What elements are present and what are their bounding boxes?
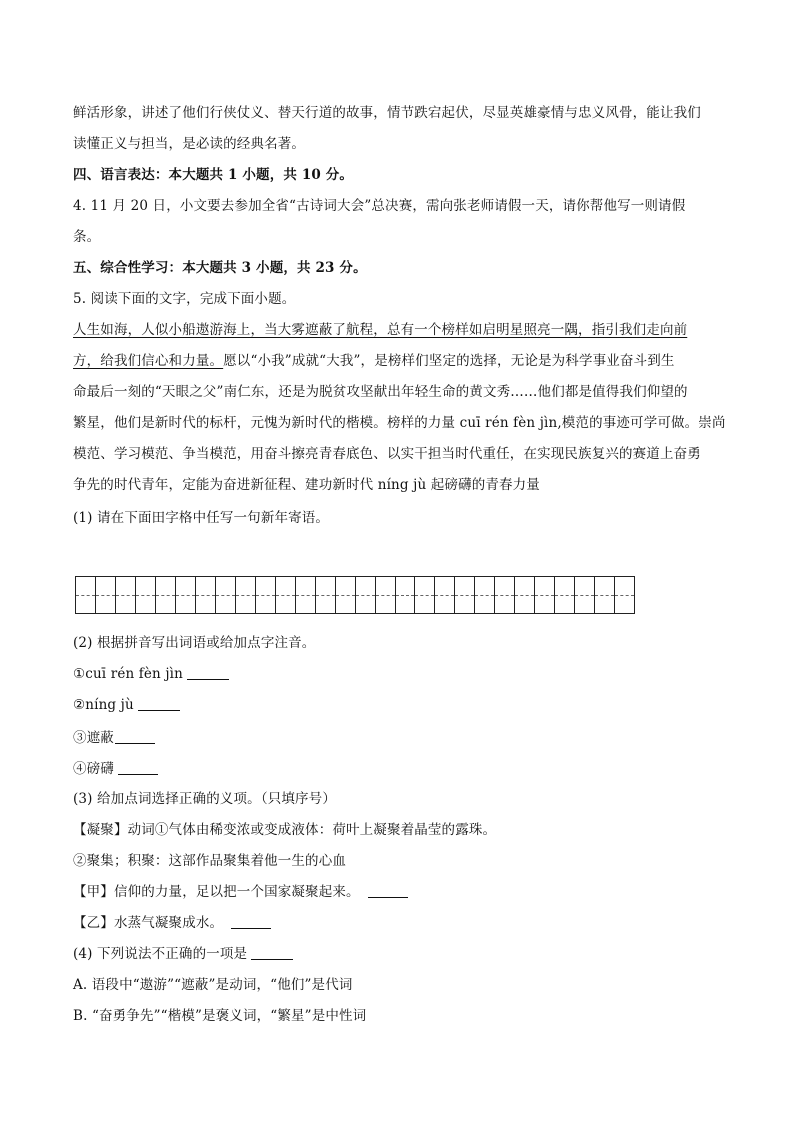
grid-cell[interactable] — [415, 577, 435, 613]
grid-cell[interactable] — [356, 577, 376, 613]
item-2 — [73, 696, 723, 714]
definition-line: ②聚集；积聚：这部作品聚集着他一生的心血 — [73, 853, 346, 869]
passage-text: 愿以“小我”成就“大我”，是榜样们坚定的选择，无论是为科学事业奋斗到生 — [223, 353, 675, 369]
option-a: A. 语段中“遨游”“遮蔽”是动词，“他们”是代词 — [73, 977, 353, 993]
passage-line: 繁星，他们是新时代的标杆，元愧为新时代的楷模。榜样的力量 cuī rén fèn jìn,模范的事迹可学可做。崇尚 — [73, 415, 726, 431]
grid-cell[interactable] — [296, 577, 316, 613]
answer-blank[interactable] — [368, 883, 408, 898]
grid-cell[interactable] — [615, 577, 634, 613]
subquestion-1: (1) 请在下面田字格中任写一句新年寄语。 — [73, 510, 330, 526]
question-4: 4. 11 月 20 日，小文要去参加全省“古诗词大会”总决赛，需向张老师请假一天，请你帮他写一则请假 — [73, 198, 686, 214]
grid-cell[interactable] — [435, 577, 455, 613]
grid-cell[interactable] — [136, 577, 156, 613]
item-3-label: ③遮蔽 — [73, 730, 114, 746]
sentence-yi-text: 【乙】水蒸气凝聚成水。 — [73, 915, 224, 931]
passage-underlined: 人生如海，人似小船遨游海上，当大雾遮蔽了航程，总有一个榜样如启明星照亮一隅，指引我们走向前 — [73, 322, 688, 338]
grid-cell[interactable] — [316, 577, 336, 613]
grid-cell[interactable] — [376, 577, 396, 613]
sentence-jia — [73, 883, 723, 901]
answer-blank[interactable] — [118, 760, 158, 775]
grid-cell[interactable] — [575, 577, 595, 613]
grid-cell[interactable] — [475, 577, 495, 613]
grid-cell[interactable] — [515, 577, 535, 613]
grid-cell[interactable] — [176, 577, 196, 613]
passage-line: 模范、学习模范、争当模范，用奋斗擦亮青春底色、以实干担当时代重任，在实现民族复兴的赛道上奋勇 — [73, 446, 701, 462]
grid-cell[interactable] — [156, 577, 176, 613]
passage-underlined-end: 方，给我们信心和力量。 — [73, 353, 224, 369]
grid-cell[interactable] — [256, 577, 276, 613]
answer-blank[interactable] — [115, 729, 155, 744]
grid-cell[interactable] — [555, 577, 575, 613]
passage-line — [73, 352, 723, 370]
passage-line: 争先的时代青年，定能为奋进新征程、建功新时代 níng jù 起磅礴的青春力量 — [73, 477, 540, 493]
text-line: 读懂正义与担当，是必读的经典名著。 — [73, 136, 306, 152]
definition-line: 【凝聚】动词①气体由稀变浓或变成液体：荷叶上凝聚着晶莹的露珠。 — [73, 822, 497, 838]
item-3 — [73, 729, 723, 747]
answer-blank[interactable] — [251, 945, 293, 960]
item-1-label: ①cuī rén fèn jìn — [73, 666, 183, 682]
grid-cell[interactable] — [336, 577, 356, 613]
item-4-label: ④磅礴 — [73, 761, 114, 777]
grid-cell[interactable] — [216, 577, 236, 613]
subquestion-4-text: (4) 下列说法不正确的一项是 — [73, 946, 248, 962]
grid-cell[interactable] — [396, 577, 416, 613]
subquestion-4 — [73, 945, 723, 963]
grid-cell[interactable] — [535, 577, 555, 613]
grid-cell[interactable] — [196, 577, 216, 613]
grid-cell[interactable] — [276, 577, 296, 613]
text-line: 鲜活形象，讲述了他们行侠仗义、替天行道的故事，情节跌宕起伏，尽显英雄豪情与忠义风骨，能让我们 — [73, 105, 701, 121]
item-2-label: ②níng jù — [73, 697, 134, 713]
sentence-jia-text: 【甲】信仰的力量，足以把一个国家凝聚起来。 — [73, 884, 360, 900]
answer-blank[interactable] — [187, 665, 229, 680]
grid-cell[interactable] — [455, 577, 475, 613]
sentence-yi — [73, 914, 723, 932]
option-b: B. “奋勇争先”“楷模”是褒义词，“繁星”是中性词 — [73, 1008, 367, 1024]
grid-cell[interactable] — [495, 577, 515, 613]
item-1 — [73, 665, 723, 683]
passage-line: 命最后一刻的“天眼之父”南仁东，还是为脱贫攻坚献出年轻生命的黄文秀……他们都是值得我们仰望的 — [73, 384, 688, 400]
subquestion-3: (3) 给加点词选择正确的义项。（只填序号） — [73, 791, 336, 807]
answer-blank[interactable] — [138, 696, 180, 711]
question-5: 5. 阅读下面的文字，完成下面小题。 — [73, 291, 296, 307]
section-heading-4: 四、语言表达：本大题共 1 小题，共 10 分。 — [73, 167, 354, 183]
question-4-cont: 条。 — [73, 229, 101, 245]
section-heading-5: 五、综合性学习：本大题共 3 小题，共 23 分。 — [73, 260, 367, 276]
grid-cell[interactable] — [595, 577, 615, 613]
item-4 — [73, 760, 723, 778]
tianzige-grid[interactable] — [75, 576, 635, 614]
grid-cell[interactable] — [236, 577, 256, 613]
grid-cell[interactable] — [116, 577, 136, 613]
answer-blank[interactable] — [231, 914, 271, 929]
subquestion-2: (2) 根据拼音写出词语或给加点字注音。 — [73, 635, 316, 651]
grid-cell[interactable] — [76, 577, 96, 613]
grid-cell[interactable] — [96, 577, 116, 613]
